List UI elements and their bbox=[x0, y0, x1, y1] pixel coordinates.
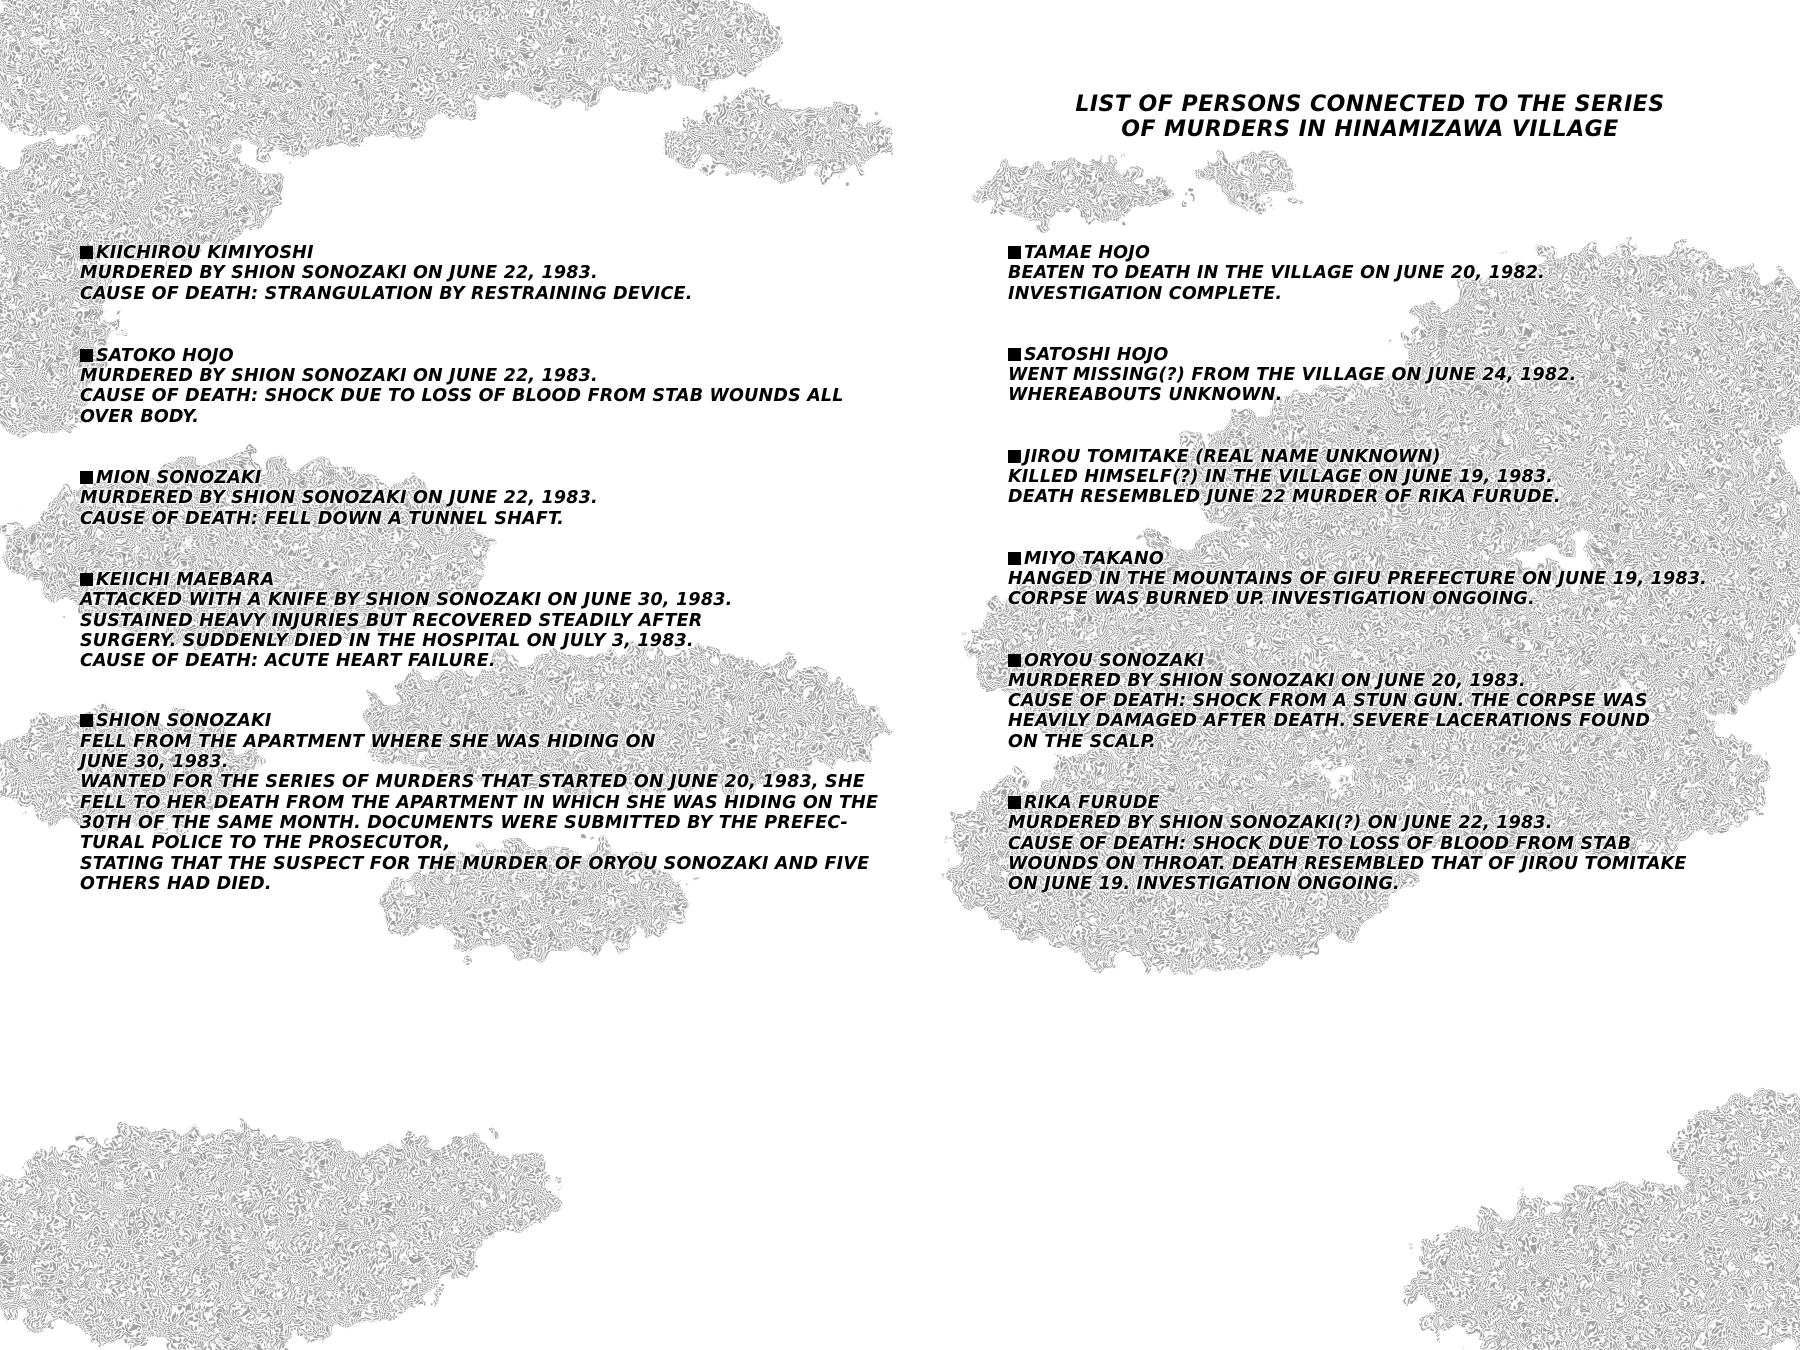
entry-line: TURAL POLICE TO THE PROSECUTOR, bbox=[80, 833, 451, 854]
bullet-square-icon bbox=[1008, 654, 1021, 667]
entry-line: DEATH RESEMBLED JUNE 22 MURDER OF RIKA FURUDE. bbox=[1008, 487, 1561, 508]
person-name-text: ORYOU SONOZAKI bbox=[1024, 650, 1205, 671]
bullet-square-icon bbox=[1008, 246, 1021, 259]
entry-line: ON JUNE 19. INVESTIGATION ONGOING. bbox=[1008, 874, 1400, 895]
person-name-text: JIROU TOMITAKE (REAL NAME UNKNOWN) bbox=[1024, 446, 1441, 467]
person-entry bbox=[80, 468, 910, 529]
person-name bbox=[1008, 447, 1768, 467]
entry-line: OVER BODY. bbox=[80, 406, 200, 427]
person-entry bbox=[1008, 651, 1768, 752]
person-name-text: KIICHIROU KIMIYOSHI bbox=[96, 243, 314, 263]
cloud-shape bbox=[1190, 158, 1310, 202]
entry-line: CAUSE OF DEATH: ACUTE HEART FAILURE. bbox=[80, 651, 496, 672]
entry-line: CORPSE WAS BURNED UP. INVESTIGATION ONGOING. bbox=[1008, 589, 1535, 610]
person-name-text: TAMAE HOJO bbox=[1024, 243, 1151, 263]
entry-line: WANTED FOR THE SERIES OF MURDERS THAT STARTED ON JUNE 20, 1983, SHE bbox=[80, 772, 865, 793]
bullet-square-icon bbox=[1008, 450, 1021, 463]
entry-line: HEAVILY DAMAGED AFTER DEATH. SEVERE LACERATIONS FOUND bbox=[1008, 711, 1651, 732]
entry-line: JUNE 30, 1983. bbox=[80, 752, 229, 773]
person-name bbox=[80, 243, 910, 263]
entry-line: CAUSE OF DEATH: STRANGULATION BY RESTRAINING DEVICE. bbox=[80, 283, 693, 304]
entry-line: FELL TO HER DEATH FROM THE APARTMENT IN WHICH SHE WAS HIDING ON THE bbox=[80, 792, 879, 813]
page-title bbox=[1010, 92, 1730, 142]
person-name bbox=[1008, 243, 1768, 263]
bullet-square-icon bbox=[1008, 552, 1021, 565]
person-entry bbox=[80, 570, 910, 671]
entry-line: WOUNDS ON THROAT. DEATH RESEMBLED THAT OF JIROU TOMITAKE bbox=[1008, 853, 1687, 874]
entry-line: ATTACKED WITH A KNIFE BY SHION SONOZAKI ON JUNE 30, 1983. bbox=[80, 590, 733, 611]
person-entry bbox=[1008, 447, 1768, 508]
bullet-square-icon bbox=[1008, 796, 1021, 809]
person-name-text: MION SONOZAKI bbox=[96, 468, 262, 489]
person-name bbox=[1008, 549, 1768, 569]
entry-line: FELL FROM THE APARTMENT WHERE SHE WAS HIDING ON bbox=[80, 731, 656, 752]
person-name-text: MIYO TAKANO bbox=[1024, 548, 1164, 569]
title-line: OF MURDERS IN HINAMIZAWA VILLAGE bbox=[1121, 117, 1619, 142]
entry-line: STATING THAT THE SUSPECT FOR THE MURDER OF ORYOU SONOZAKI AND FIVE bbox=[80, 853, 870, 874]
person-entry bbox=[1008, 345, 1768, 406]
person-name-text: SHION SONOZAKI bbox=[96, 711, 272, 732]
entry-line: ON THE SCALP. bbox=[1008, 731, 1156, 752]
cloud-shape bbox=[340, 1140, 560, 1240]
cloud-shape bbox=[670, 100, 890, 180]
entry-line: SUSTAINED HEAVY INJURIES BUT RECOVERED STEADILY AFTER bbox=[80, 610, 703, 631]
entry-line: OTHERS HAD DIED. bbox=[80, 873, 272, 894]
person-entry bbox=[1008, 549, 1768, 610]
entry-line: CAUSE OF DEATH: FELL DOWN A TUNNEL SHAFT. bbox=[80, 508, 564, 529]
entry-line: CAUSE OF DEATH: SHOCK FROM A STUN GUN. THE CORPSE WAS bbox=[1008, 691, 1648, 712]
person-name bbox=[1008, 345, 1768, 365]
entry-line: CAUSE OF DEATH: SHOCK DUE TO LOSS OF BLOOD FROM STAB WOUNDS ALL bbox=[80, 386, 844, 407]
left-column bbox=[80, 243, 910, 894]
entry-line: MURDERED BY SHION SONOZAKI ON JUNE 22, 1983. bbox=[80, 488, 598, 509]
entry-line: MURDERED BY SHION SONOZAKI ON JUNE 22, 1983. bbox=[80, 263, 598, 284]
person-entry bbox=[80, 346, 910, 427]
person-name bbox=[80, 468, 910, 488]
bullet-square-icon bbox=[1008, 348, 1021, 361]
person-name-text: SATOSHI HOJO bbox=[1024, 344, 1169, 365]
entry-line: SURGERY. SUDDENLY DIED IN THE HOSPITAL ON JULY 3, 1983. bbox=[80, 630, 694, 651]
person-entry bbox=[1008, 793, 1768, 894]
title-line: LIST OF PERSONS CONNECTED TO THE SERIES bbox=[1075, 92, 1665, 117]
person-name bbox=[80, 346, 910, 366]
bullet-square-icon bbox=[80, 349, 93, 362]
person-name bbox=[1008, 651, 1768, 671]
entry-line: KILLED HIMSELF(?) IN THE VILLAGE ON JUNE 19, 1983. bbox=[1008, 467, 1554, 488]
person-entry bbox=[80, 711, 910, 894]
bullet-square-icon bbox=[80, 573, 93, 586]
person-entry bbox=[80, 243, 910, 304]
entry-line: BEATEN TO DEATH IN THE VILLAGE ON JUNE 20, 1982. bbox=[1008, 263, 1545, 284]
entry-line: WENT MISSING(?) FROM THE VILLAGE ON JUNE 24, 1982. bbox=[1008, 365, 1577, 386]
entry-line: MURDERED BY SHION SONOZAKI(?) ON JUNE 22, 1983. bbox=[1008, 813, 1553, 834]
person-name-text: KEIICHI MAEBARA bbox=[96, 569, 275, 590]
person-name bbox=[80, 570, 910, 590]
cloud-shape bbox=[970, 160, 1170, 220]
person-name-text: SATOKO HOJO bbox=[96, 345, 234, 366]
entry-line: WHEREABOUTS UNKNOWN. bbox=[1008, 385, 1283, 406]
entry-line: MURDERED BY SHION SONOZAKI ON JUNE 20, 1983. bbox=[1008, 670, 1526, 691]
entry-line: INVESTIGATION COMPLETE. bbox=[1008, 283, 1283, 304]
entry-line: MURDERED BY SHION SONOZAKI ON JUNE 22, 1983. bbox=[80, 366, 598, 387]
bullet-square-icon bbox=[80, 246, 93, 259]
person-name bbox=[1008, 793, 1768, 813]
person-name bbox=[80, 711, 910, 731]
entry-line: HANGED IN THE MOUNTAINS OF GIFU PREFECTURE ON JUNE 19, 1983. bbox=[1008, 568, 1707, 589]
right-column bbox=[1008, 243, 1768, 895]
person-entry bbox=[1008, 243, 1768, 304]
entry-line: 30TH OF THE SAME MONTH. DOCUMENTS WERE SUBMITTED BY THE PREFEC- bbox=[80, 812, 848, 833]
bullet-square-icon bbox=[80, 714, 93, 727]
bullet-square-icon bbox=[80, 471, 93, 484]
person-name-text: RIKA FURUDE bbox=[1024, 793, 1160, 814]
entry-line: CAUSE OF DEATH: SHOCK DUE TO LOSS OF BLOOD FROM STAB bbox=[1008, 833, 1632, 854]
